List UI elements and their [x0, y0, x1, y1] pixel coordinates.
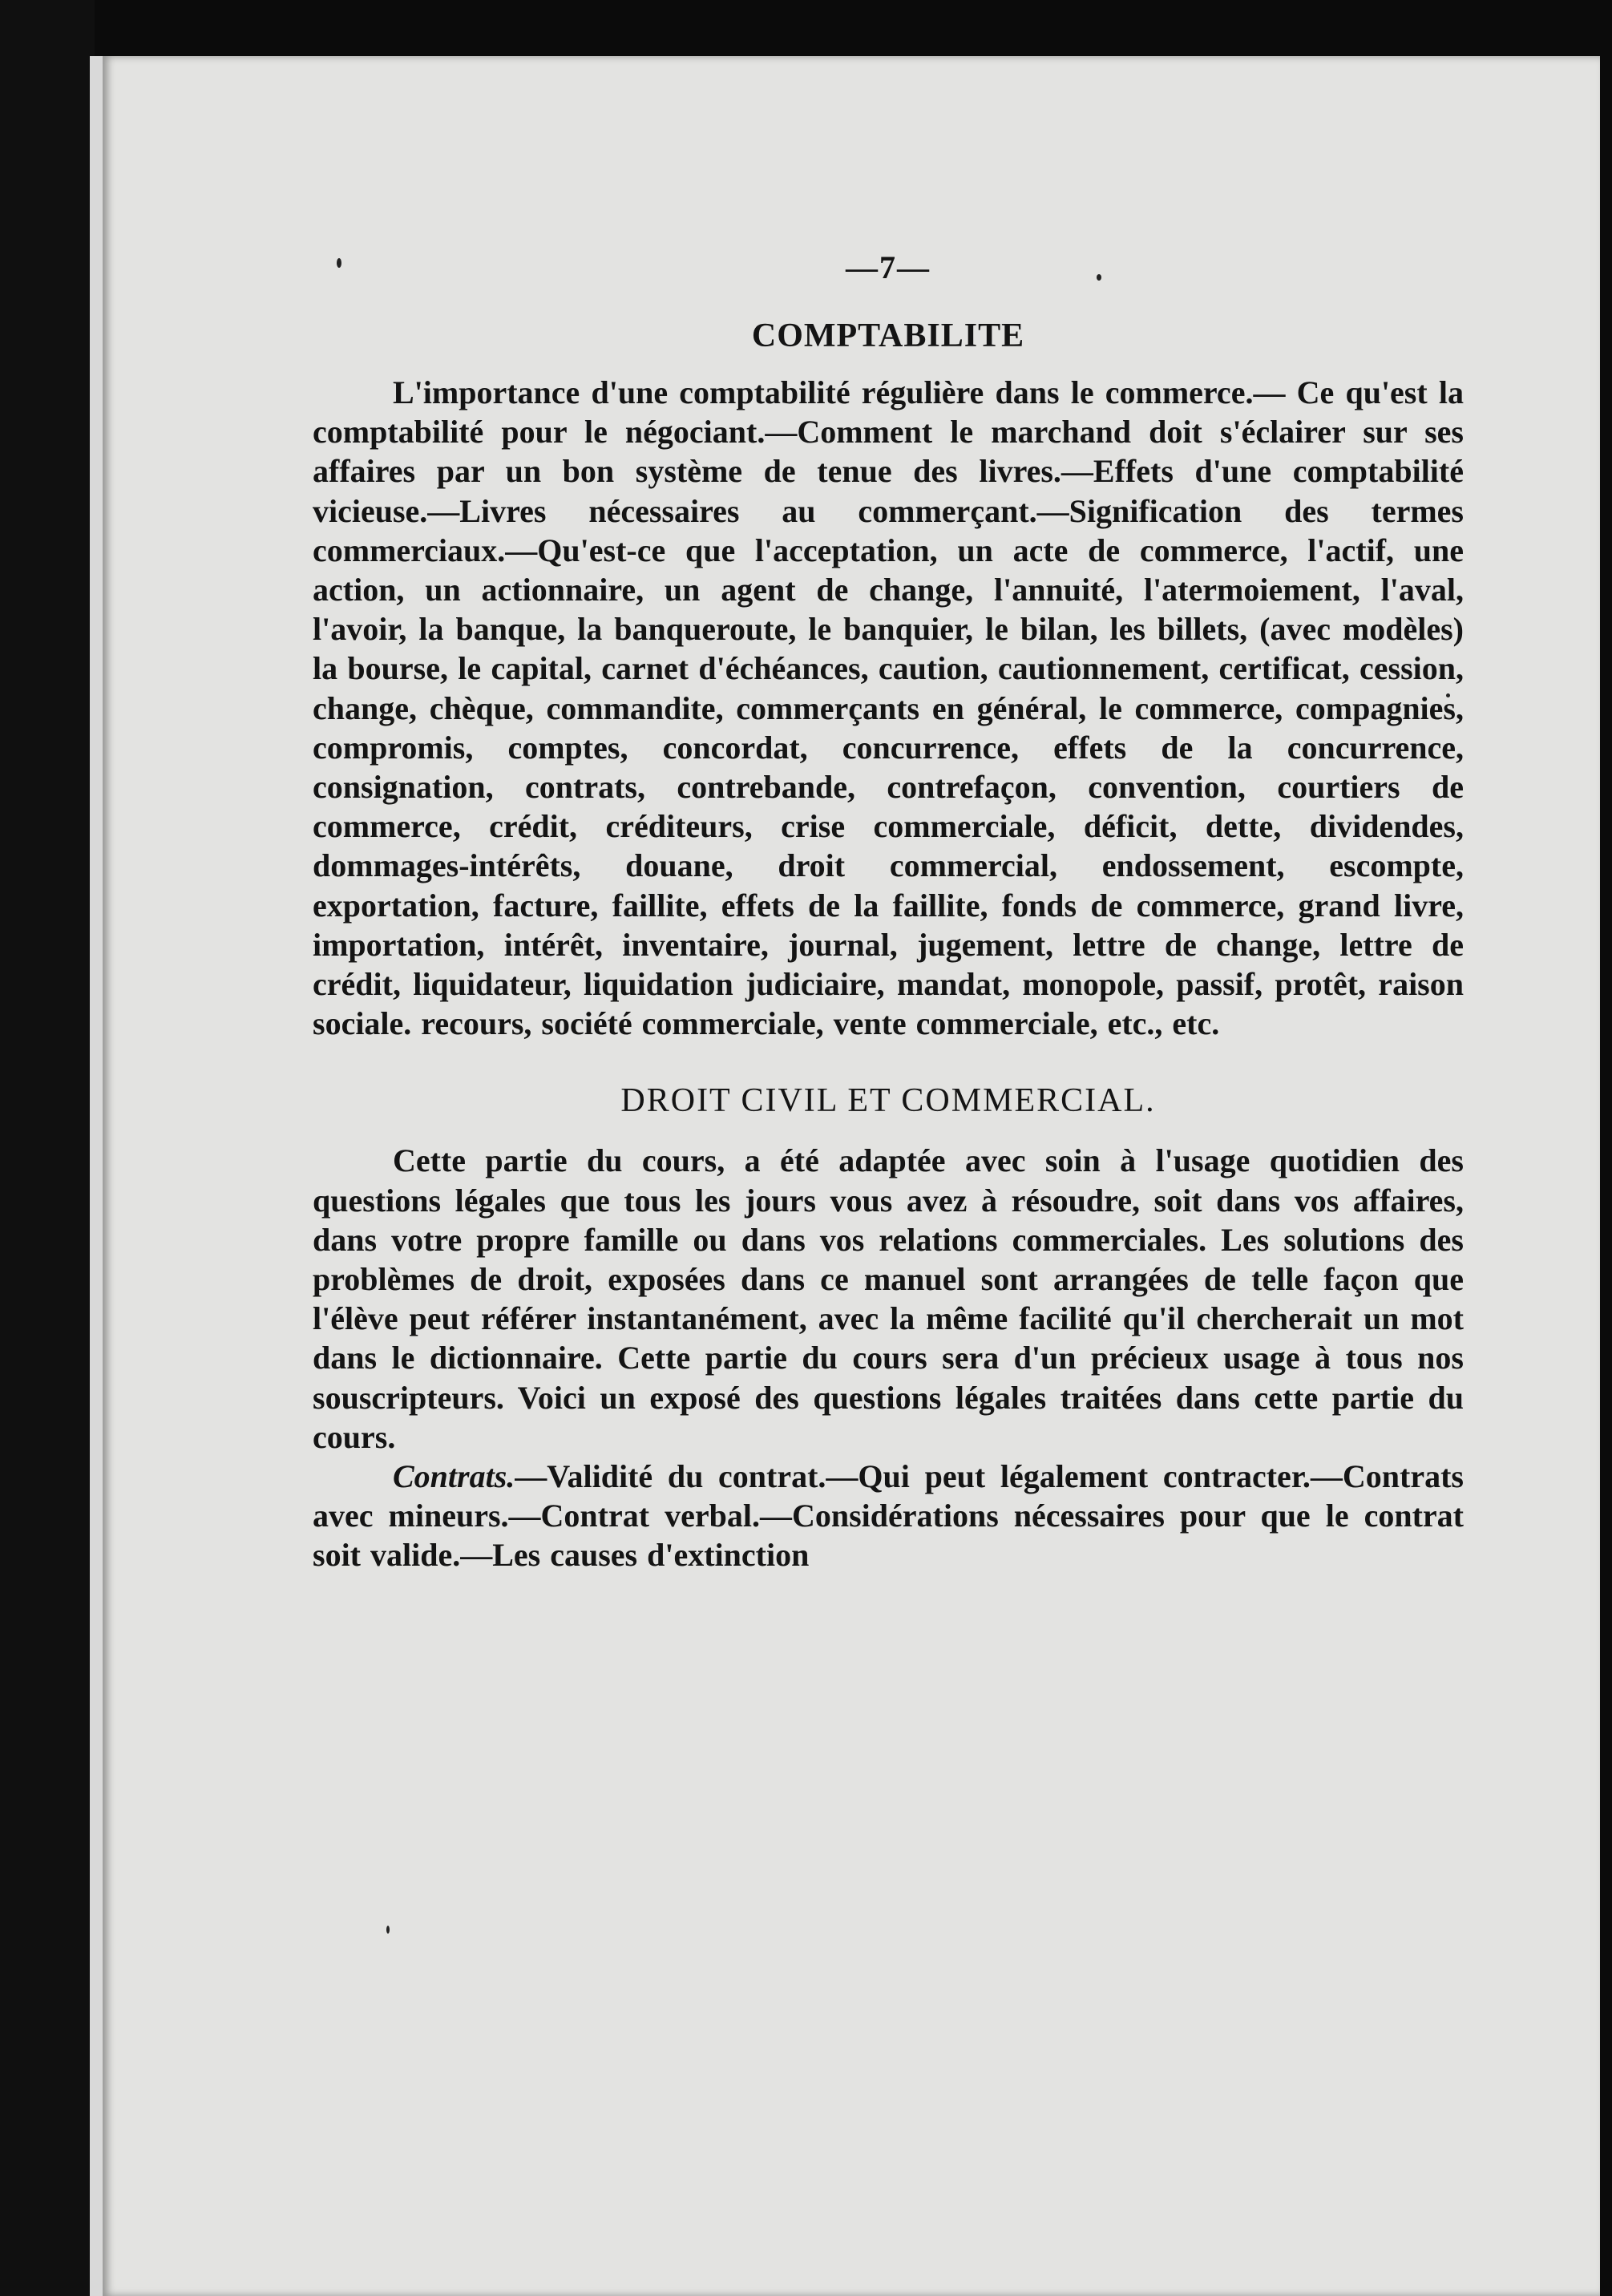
droit-paragraph: Cette partie du cours, a été adaptée avec soin à l'usage quotidien des questions légales que tous les jours vous avez à résoudre, soit dans vos affaires, dans votre propre famille ou dans vos relations commerciales. Les solutions des problèmes de droit, exposées dans ce manuel sont arrangées de telle façon que l'élève peut référer instantanément, avec la même facilité qu'il chercherait un mot dans le dictionnaire. Cette partie du cours sera d'un précieux usage à tous nos souscripteurs. Voici un exposé des questions légales traitées dans cette partie du cours.: [313, 1142, 1464, 1455]
scanned-page: [103, 56, 1600, 2296]
contrats-paragraph: [313, 1457, 1464, 1575]
section-title-droit: DROIT CIVIL ET COMMERCIAL.: [620, 1082, 1156, 1120]
scan-speck: [386, 1926, 390, 1934]
contrats-text: —Validité du contrat.—Qui peut légalement contracter.—Contrats avec mineurs.—Contrat verbal.—Considérations nécessaires pour que le contrat soit valide.—Les causes d'extinction: [313, 1458, 1464, 1574]
comptabilite-paragraph: L'importance d'une comptabilité régulière dans le commerce.— Ce qu'est la comptabilité pour le négociant.—Comment le marchand doit s'éclairer sur ses affaires par un bon système de tenue des livres.—Effets d'une comptabilité vicieuse.—Livres nécessaires au commerçant.—Signification des termes commerciaux.—Qu'est-ce que l'acceptation, un acte de commerce, l'actif, une action, un actionnaire, un agent de change, l'annuité, l'atermoiement, l'aval, l'avoir, la banque, la banqueroute, le banquier, le bilan, les billets, (avec modèles) la bourse, le capital, carnet d'échéances, caution, cautionnement, certificat, cession, change, chèque, commandite, commerçants en général, le commerce, compagnies, compromis, comptes, concordat, concurrence, effets de la concurrence, consignation, contrats, contrebande, contrefaçon, convention, courtiers de commerce, crédit, créditeurs, crise commerciale, déficit, dette, dividendes, dommages-intérêts, douane, droit commercial, endossement, escompte, exportation, facture, faillite, effets de la faillite, fonds de commerce, grand livre, importation, intérêt, inventaire, journal, jugement, lettre de change, lettre de crédit, liquidateur, liquidation judiciaire, mandat, monopole, passif, protêt, raison sociale. recours, société commerciale, vente commerciale, etc., etc.: [313, 374, 1464, 1042]
page-content: [313, 249, 1464, 1575]
contrats-label: Contrats.: [393, 1458, 515, 1495]
section-title-comptabilite: COMPTABILITE: [751, 317, 1025, 354]
page-number: —7—: [846, 249, 931, 285]
scan-left-margin: [0, 0, 95, 2296]
page-binding-edge: [90, 56, 103, 2296]
